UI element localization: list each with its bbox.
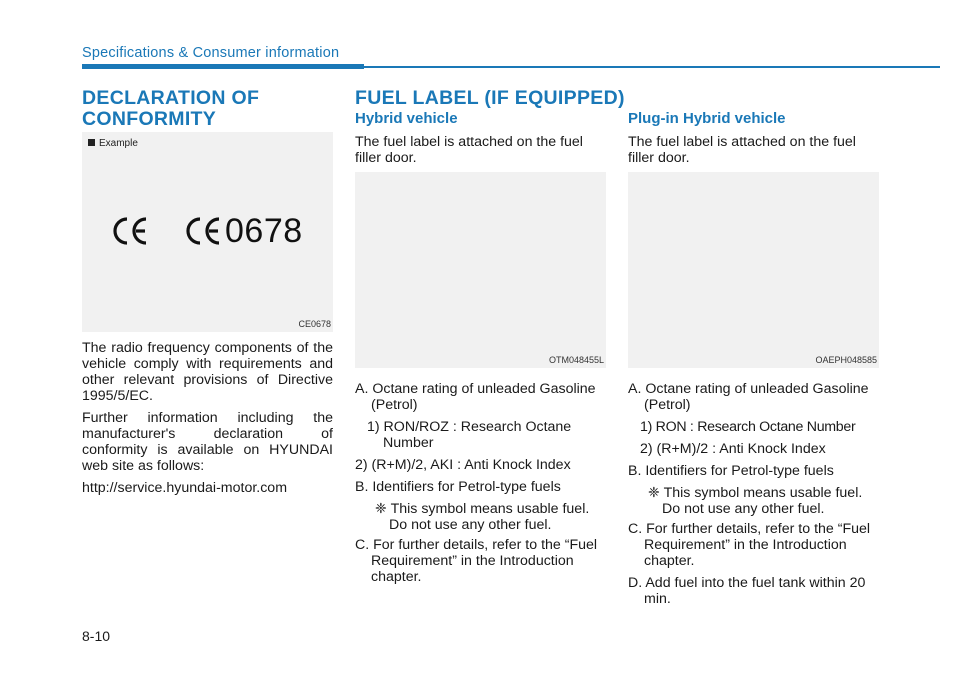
hybrid-items <box>355 381 606 591</box>
declaration-heading-line2: CONFORMITY <box>82 108 217 130</box>
hybrid-image-code: OTM048455L <box>548 355 604 365</box>
plugin-item-b-note-2: Do not use any other fuel. <box>662 501 825 517</box>
hybrid-item-a2: 2) (R+M)/2, AKI : Anti Knock Index <box>355 457 571 473</box>
hybrid-item-a: A. Octane rating of unleaded Gasoline (Petrol) <box>355 381 596 413</box>
plugin-image-code: OAEPH048585 <box>815 355 877 365</box>
header-rule <box>364 66 940 68</box>
ce-mark-numbered-icon <box>185 216 223 246</box>
plugin-intro: The fuel label is attached on the fuel filler door. <box>628 134 856 166</box>
plugin-hybrid-heading: Plug-in Hybrid vehicle <box>628 110 786 127</box>
example-label-text: Example <box>99 138 138 149</box>
hyundai-service-url: http://service.hyundai-motor.com <box>82 480 288 496</box>
plugin-item-d: D. Add fuel into the fuel tank within 20 min. <box>628 575 866 607</box>
page-number: 8-10 <box>82 628 111 644</box>
image-code: CE0678 <box>298 319 331 329</box>
plugin-items <box>628 381 879 613</box>
header-accent-bar <box>82 64 364 69</box>
hybrid-item-c: C. For further details, refer to the “Fuel Requirement” in the Introduction chapter. <box>355 537 598 585</box>
plugin-item-a: A. Octane rating of unleaded Gasoline (Petrol) <box>628 381 869 413</box>
square-bullet-icon <box>88 139 95 146</box>
hybrid-intro: The fuel label is attached on the fuel filler door. <box>355 134 583 166</box>
plugin-fuel-label-image <box>628 172 879 368</box>
fuel-label-heading: FUEL LABEL (IF EQUIPPED) <box>355 87 625 109</box>
declaration-heading-line1: DECLARATION OF <box>82 87 260 109</box>
section-title: Specifications & Consumer information <box>82 45 340 61</box>
hybrid-fuel-label-image <box>355 172 606 368</box>
example-label <box>88 138 138 149</box>
declaration-paragraph-1: The radio frequency components of the vehicle comply with requirements and other relevant provisions of Directive 1995/5/EC. <box>82 340 333 404</box>
hybrid-item-b-note-2: Do not use any other fuel. <box>389 517 552 533</box>
ce-mark-image <box>82 132 333 332</box>
ce-number: 0678 <box>225 212 303 250</box>
plugin-item-c: C. For further details, refer to the “Fuel Requirement” in the Introduction chapter. <box>628 521 871 569</box>
plugin-item-a2: 2) (R+M)/2 : Anti Knock Index <box>640 441 826 457</box>
hybrid-item-a1: 1) RON/ROZ : Research Octane Number <box>367 419 572 451</box>
plugin-item-b-note: ❈ This symbol means usable fuel. <box>648 485 863 501</box>
hybrid-item-b: B. Identifiers for Petrol-type fuels <box>355 479 561 495</box>
plugin-item-b: B. Identifiers for Petrol-type fuels <box>628 463 834 479</box>
hybrid-item-b-note: ❈ This symbol means usable fuel. <box>375 501 590 517</box>
declaration-heading <box>82 88 259 130</box>
ce-mark-icon <box>112 216 150 246</box>
declaration-paragraph-2: Further information including the manufacturer's declaration of conformity is available on HYUNDAI web site as follows: <box>82 410 333 474</box>
declaration-body <box>82 340 333 502</box>
plugin-item-a1: 1) RON : Research Octane Number <box>640 419 856 435</box>
hybrid-heading: Hybrid vehicle <box>355 110 458 127</box>
